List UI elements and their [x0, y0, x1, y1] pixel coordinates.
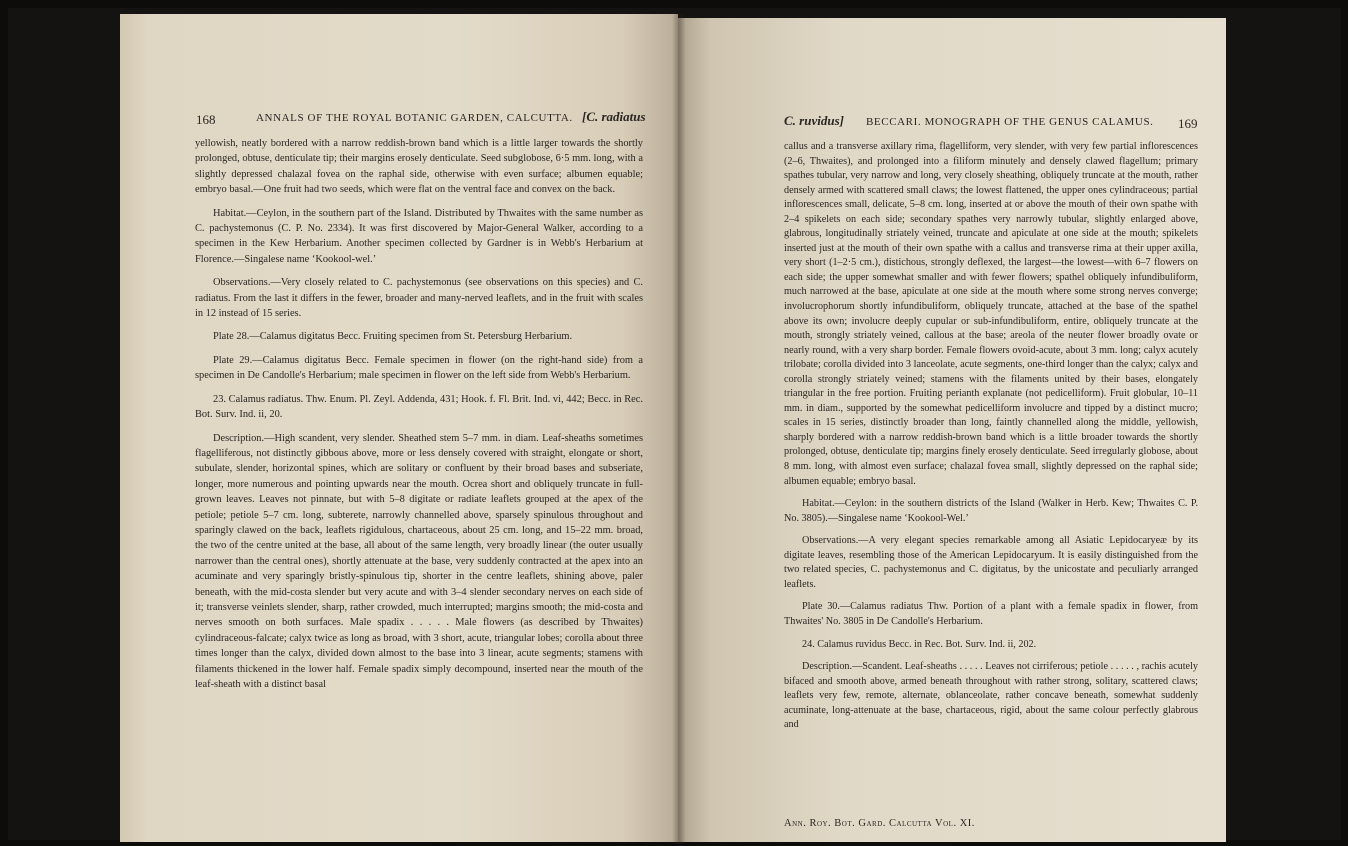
paragraph: Plate 28.—Calamus digitatus Becc. Fruiting specimen from St. Petersburg Herbarium. [213, 331, 573, 343]
left-page [120, 14, 678, 842]
footer-signature: Ann. Roy. Bot. Gard. Calcutta Vol. XI. [784, 818, 975, 829]
page-number: 169 [1178, 116, 1198, 131]
running-head: ANNALS OF THE ROYAL BOTANIC GARDEN, CALCUTTA. [256, 112, 573, 124]
species-heading: 24. Calamus ruvidus Becc. in Rec. Bot. Surv. Ind. ii, 202. [802, 638, 1037, 650]
paragraph: Habitat.—Ceylon, in the southern part of the Island. Distributed by Thwaites with the same number as C. pachystemonus (C. P. No. 2334). It was first discovered by Major-General Walker, according to a specimen in the Kew Herbarium. Another specimen collected by Gardner is in Webb's Herbarium at Florence.—Singalese name ‘Kookool-wel.’ [195, 207, 643, 265]
species-heading: 23. Calamus radiatus. Thw. Enum. Pl. Zeyl. Addenda, 431; Hook. f. Fl. Brit. Ind. vi, 442; Becc. in Rec. Bot. Surv. Ind. ii, 20. [195, 393, 643, 421]
right-page [678, 18, 1226, 842]
running-tag: C. ruvidus] [784, 113, 844, 128]
page-gutter [672, 14, 686, 844]
paragraph: callus and a transverse axillary rima, flagelliform, very slender, with very few partial inflorescences (2–6, Thwaites), and prolonged into a filiform minutely and densely clawed flagellum; primary spathes tubular, very narrow and long, very closely sheathing, obliquely truncate at the mouth, rather densely armed with scattered small claws; the lowest flattened, the upper ones cylindraceous; partial inflorescences small, delicate, 5–8 cm. long, inserted at or above the mouth of their own spathe with 2–4 spikelets on each side; secondary spathes very narrowly tubular, slightly enlarged above, glabrous, longitudinally striately veined, truncate and apiculate at one side at the mouth; spikelets inserted just at the mouth of their own spathe with a callus and transverse rima at their upper axilla, very short (1–2·5 cm.), distichous, strongly deflexed, the largest—the lowest—with 6–7 flowers on each side; the upper somewhat smaller and with fewer flowers; spathel obliquely infundibuliform, much narrowed at the base, apiculate at one side at the mouth where some strong nerves converge; involucrophorum shortly infundibuliform, obliquely truncate, attached at the base of the spathel above its own; involucre deeply cupular or sub-infundibuliform, entire, obliquely truncate at the mouth, strongly striately veined, callous at the base; areola of the neuter flower broadly ovate or nearly round, with a very sharp border. Female flowers ovoid-acute, about 3 mm. long; calyx acutely trilobate; corolla divided into 3 lanceolate, acute segments, one-third longer than the calyx; calyx and corolla strongly striately veined; stamens with the filaments united by their bases, elongately triangular in the free portion. Fruiting perianth explanate (not pedicelliform). Fruit globular, 10–11 mm. in diam., supported by the somewhat pedicelliform involucre and tipped by a distinct mucro; scales in 15 series, distinctly broader than long, faintly channelled along the middle, yellowish, sharply bordered with a narrow reddish-brown band which is a little broader towards the shortly prolonged, obtuse, denticulate tip; margins finely erosely denticulate. Seed irregularly globose, about 8 mm. long, with almost even surface; chalazal fovea small, slightly depressed on the raphal side; albumen equable; embryo basal. [784, 141, 1198, 487]
paragraph: yellowish, neatly bordered with a narrow reddish-brown band which is a little larger towards the shortly prolonged, obtuse, denticulate tip; their margins erosely denticulate. Seed subglobose, 6·5 mm. long, with a slightly depressed chalazal fovea on the raphal side, otherwise with even surface; albumen equable; embryo basal.—One fruit had two seeds, which were flat on the ventral face and convex on the back. [195, 138, 643, 196]
running-tag: [C. radiatus [582, 109, 646, 124]
running-head: BECCARI. MONOGRAPH OF THE GENUS CALAMUS. [866, 116, 1154, 128]
paragraph: Description.—Scandent. Leaf-sheaths . . . . . Leaves not cirriferous; petiole . . . . . , rachis acutely bifaced and smooth above, armed beneath throughout with rather strong, solitary, scattered claws; leaflets very few, remote, alternate, oblanceolate, rather concave beneath, somewhat suddenly acuminate, long-attenuate at the base, chartaceous, rigid, about the same colour perfectly glabrous and [784, 661, 1198, 731]
paragraph: Observations.—A very elegant species remarkable among all Asiatic Lepidocaryeæ by its digitate leaves, resembling those of the American Lepidocaryum. It is easily distinguished from the two related species, C. pachystemonus and C. digitatus, by the unicostate and peculiarly arranged leaflets. [784, 535, 1198, 590]
text-column [784, 140, 1198, 741]
text-column [195, 136, 643, 700]
paragraph: Plate 30.—Calamus radiatus Thw. Portion of a plant with a female spadix in flower, from Thwaites' No. 3805 in De Candolle's Herbarium. [784, 601, 1198, 627]
paragraph: Plate 29.—Calamus digitatus Becc. Female specimen in flower (on the right-hand side) from a specimen in De Candolle's Herbarium; male specimen in flower on the left side from Webb's Herbarium. [195, 354, 643, 382]
paragraph: Habitat.—Ceylon: in the southern districts of the Island (Walker in Herb. Kew; Thwaites C. P. No. 3805).—Singalese name ‘Kookool-Wel.’ [784, 498, 1198, 524]
paragraph: Observations.—Very closely related to C. pachystemonus (see observations on this species) and C. radiatus. From the last it differs in the fewer, broader and many-nerved leaflets, and in the fruit with scales in 12 instead of 15 series. [195, 277, 643, 320]
page-number: 168 [196, 112, 216, 127]
paragraph: Description.—High scandent, very slender. Sheathed stem 5–7 mm. in diam. Leaf-sheaths sometimes flagelliferous, not distinctly gibbous above, more or less densely covered with straight, elongate or short, subulate, slender, horizontal spines, which are solitary or confluent by their broad bases and subseriate, longer, more numerous and pointing upwards near the mouth. Ocrea short and obliquely truncate in full-grown leaves. Leaves not pinnate, but with 5–8 digitate or radiate leaflets grouped at the apex of the petiole; petiole 5–7 cm. long, subterete, narrowly channelled above, sparsely spinulous throughout and sparingly clawed on the back, leaflets rigidulous, chartaceous, about 25 cm. long, and 15–22 mm. broad, the two of the centre united at the base, all about of the same length, very broadly linear (the outer usually narrower than the central ones), shortly attenuate at the base, very suddenly contracted at the apex into an acuminate and very sparingly bristly-spinulous tip, shorter in the centre leaflets, shining above, paler beneath, with the mid-costa slender but very acute and with 3–4 slender secondary nerves on each side of it; transverse veinlets slender, sharp, rather crowded, much interrupted; margins smooth; the mid-costa and nerves smooth on both surfaces. Male spadix . . . . . Male flowers (as described by Thwaites) cylindraceous-falcate; calyx twice as long as broad, with 3 short, acute, triangular lobes; corolla about three times longer than the calyx, divided down almost to the base into 3 linear, acute segments; stamens with filaments thickened in the lower half. Female spadix simply decompound, inserted near the mouth of the leaf-sheath with a distinct basal [195, 432, 643, 690]
